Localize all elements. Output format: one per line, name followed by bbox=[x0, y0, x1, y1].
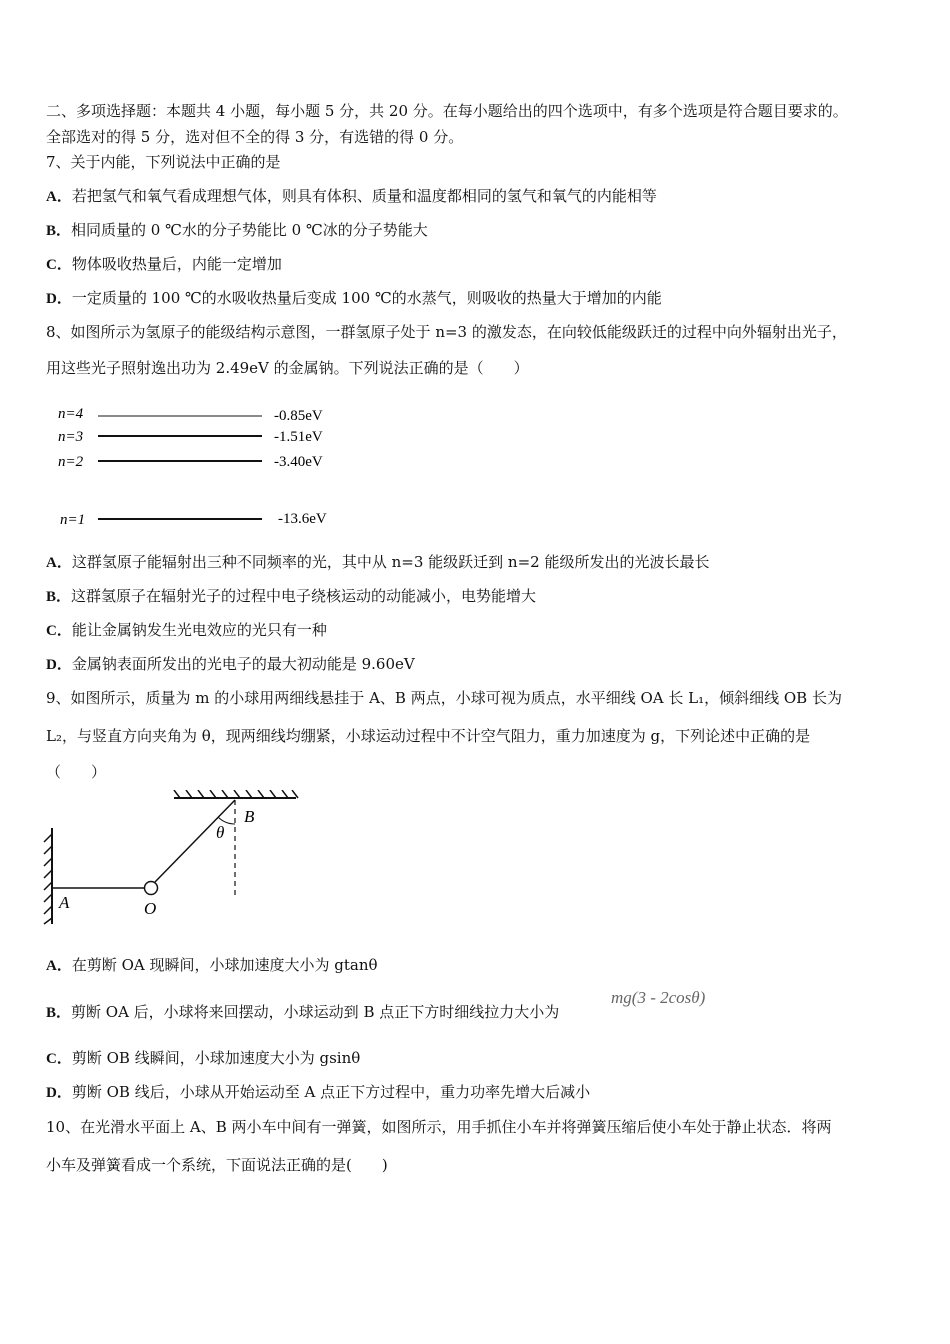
option-letter: A． bbox=[46, 555, 72, 571]
option-text: 这群氢原子能辐射出三种不同频率的光，其中从 n=3 能级跃迁到 n=2 能级所发出的光波长最长 bbox=[71, 553, 710, 571]
level-energy: -13.6eV bbox=[278, 511, 327, 527]
option-letter: D． bbox=[46, 657, 72, 673]
option-text: 剪断 OB 线瞬间，小球加速度大小为 gsinθ bbox=[71, 1049, 361, 1067]
q7-option-d bbox=[46, 288, 662, 309]
q7-option-a bbox=[46, 186, 657, 207]
q10-stem-line1: 10、在光滑水平面上 A、B 两小车中间有一弹簧，如图所示，用手抓住小车并将弹簧压缩后使小车处于静止状态．将两 bbox=[46, 1118, 832, 1136]
option-letter: A． bbox=[46, 189, 72, 205]
option-letter: A． bbox=[46, 958, 72, 974]
q9-stem-line3: （ ） bbox=[46, 763, 107, 781]
q8-option-a bbox=[46, 552, 709, 573]
option-letter: D． bbox=[46, 1085, 72, 1101]
option-letter: B． bbox=[46, 1005, 72, 1021]
level-label: n=1 bbox=[60, 512, 86, 528]
pendulum-diagram bbox=[40, 790, 310, 925]
level-label: n=3 bbox=[58, 429, 84, 445]
option-letter: B． bbox=[46, 223, 72, 239]
q9-stem-line1: 9、如图所示，质量为 m 的小球用两细线悬挂于 A、B 两点，小球可视为质点，水平细线 OA 长 L₁，倾斜细线 OB 长为 bbox=[46, 689, 842, 707]
q9-option-d bbox=[46, 1082, 590, 1103]
q7-stem: 7、关于内能，下列说法中正确的是 bbox=[46, 153, 281, 171]
option-text: 剪断 OA 后，小球将来回摆动，小球运动到 B 点正下方时细线拉力大小为 bbox=[71, 1003, 560, 1021]
option-text: 在剪断 OA 现瞬间，小球加速度大小为 gtanθ bbox=[71, 956, 378, 974]
q8-stem-line1: 8、如图所示为氢原子的能级结构示意图，一群氢原子处于 n=3 的激发态，在向较低能级跃迁的过程中向外辐射出光子， bbox=[46, 323, 847, 341]
label-o: O bbox=[144, 899, 157, 918]
q10-stem-line2: 小车及弹簧看成一个系统，下面说法正确的是( ) bbox=[46, 1156, 388, 1174]
q9-stem-line2: L₂，与竖直方向夹角为 θ，现两细线均绷紧，小球运动过程中不计空气阻力，重力加速度为 g，下列论述中正确的是 bbox=[46, 727, 811, 745]
option-letter: C． bbox=[46, 623, 72, 639]
option-text: 能让金属钠发生光电效应的光只有一种 bbox=[71, 621, 327, 639]
option-text: 相同质量的 0 ℃水的分子势能比 0 ℃冰的分子势能大 bbox=[71, 221, 428, 239]
option-letter: C． bbox=[46, 1051, 72, 1067]
wall-hatching bbox=[44, 834, 52, 924]
option-text: 物体吸收热量后，内能一定增加 bbox=[71, 255, 282, 273]
q8-option-b bbox=[46, 586, 536, 607]
option-text: 这群氢原子在辐射光子的过程中电子绕核运动的动能减小，电势能增大 bbox=[71, 587, 537, 605]
q7-option-c bbox=[46, 254, 282, 275]
q9-option-b-formula: mg(3 - 2cosθ) bbox=[611, 988, 706, 1007]
q9-option-a bbox=[46, 955, 378, 976]
level-label: n=2 bbox=[58, 454, 84, 470]
level-label: n=4 bbox=[58, 406, 84, 422]
option-letter: B． bbox=[46, 589, 72, 605]
option-text: 若把氢气和氧气看成理想气体，则具有体积、质量和温度都相同的氢气和氧气的内能相等 bbox=[71, 187, 657, 205]
option-text: 一定质量的 100 ℃的水吸收热量后变成 100 ℃的水蒸气，则吸收的热量大于增加的内能 bbox=[71, 289, 662, 307]
ball bbox=[145, 882, 158, 895]
label-b: B bbox=[244, 807, 255, 826]
level-energy: -0.85eV bbox=[274, 408, 323, 424]
level-energy: -3.40eV bbox=[274, 454, 323, 470]
label-theta: θ bbox=[216, 823, 225, 842]
section-header-line1: 二、多项选择题：本题共 4 小题，每小题 5 分，共 20 分。在每小题给出的四个选项中，有多个选项是符合题目要求的。 bbox=[46, 102, 848, 120]
section-header-line2: 全部选对的得 5 分，选对但不全的得 3 分，有选错的得 0 分。 bbox=[46, 128, 464, 146]
q8-option-c bbox=[46, 620, 327, 641]
ceiling-hatching bbox=[174, 790, 298, 798]
energy-level-diagram bbox=[50, 398, 350, 538]
option-text: 剪断 OB 线后，小球从开始运动至 A 点正下方过程中，重力功率先增大后减小 bbox=[71, 1083, 591, 1101]
energy-level-n1 bbox=[60, 511, 327, 528]
option-letter: D． bbox=[46, 291, 72, 307]
energy-level-n2 bbox=[58, 454, 323, 470]
q9-option-b bbox=[46, 1002, 559, 1023]
energy-level-n4 bbox=[58, 406, 323, 424]
q9-option-c bbox=[46, 1048, 360, 1069]
q8-stem-line2: 用这些光子照射逸出功为 2.49eV 的金属钠。下列说法正确的是（ ） bbox=[46, 359, 529, 377]
option-text: 金属钠表面所发出的光电子的最大初动能是 9.60eV bbox=[71, 655, 415, 673]
energy-level-n3 bbox=[58, 429, 323, 445]
label-a: A bbox=[59, 893, 70, 912]
level-energy: -1.51eV bbox=[274, 429, 323, 445]
option-letter: C． bbox=[46, 257, 72, 273]
q7-option-b bbox=[46, 220, 428, 241]
q8-option-d bbox=[46, 654, 415, 675]
